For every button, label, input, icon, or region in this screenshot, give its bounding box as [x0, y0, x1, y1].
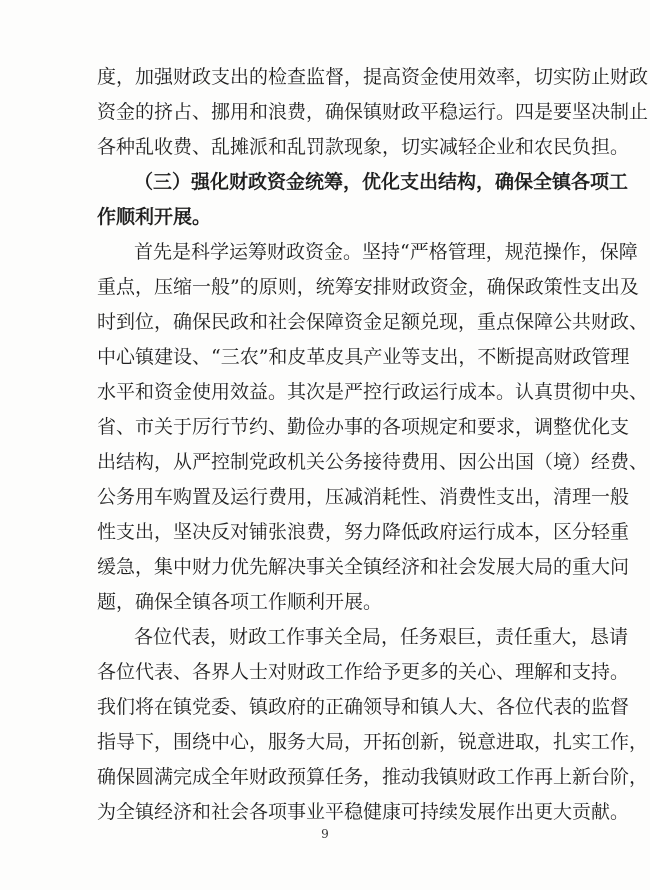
body-text-line: 我们将在镇党委、镇政府的正确领导和镇人大、各位代表的监督	[97, 696, 630, 718]
body-text-line: 各位代表、各界人士对财政工作给予更多的关心、理解和支持。	[97, 661, 630, 683]
body-text-line: 重点，压缩一般”的原则，统筹安排财政资金，确保政策性支出及	[97, 276, 639, 298]
body-text-line: 时到位，确保民政和社会保障资金足额兑现，重点保障公共财政、	[97, 311, 649, 333]
body-text-line: 缓急，集中财力优先解决事关全镇经济和社会发展大局的重大问	[97, 556, 630, 578]
body-text-line: 度，加强财政支出的检查监督，提高资金使用效率，切实防止财政	[97, 66, 649, 88]
body-text-line: 水平和资金使用效益。其次是严控行政运行成本。认真贯彻中央、	[97, 381, 649, 403]
body-text-line: 各种乱收费、乱摊派和乱罚款现象，切实减轻企业和农民负担。	[97, 136, 630, 158]
body-text-line: 中心镇建设、“三农”和皮革皮具产业等支出，不断提高财政管理	[97, 346, 630, 368]
page-number: 9	[321, 827, 329, 841]
paragraph-start: 各位代表，财政工作事关全局，任务艰巨，责任重大，恳请	[134, 626, 629, 648]
body-text-line: 性支出，坚决反对铺张浪费，努力降低政府运行成本，区分轻重	[97, 521, 630, 543]
section-heading-continued: 作顺利开展。	[97, 206, 212, 228]
body-text-line: 指导下，围绕中心，服务大局，开拓创新，锐意进取，扎实工作，	[97, 731, 649, 753]
body-text-line: 省、市关于厉行节约、勤俭办事的各项规定和要求，调整优化支	[97, 416, 630, 438]
body-text-line: 确保圆满完成全年财政预算任务，推动我镇财政工作再上新台阶，	[97, 766, 649, 788]
body-text-line: 题，确保全镇各项工作顺利开展。	[97, 591, 383, 613]
body-text-line: 为全镇经济和社会各项事业平稳健康可持续发展作出更大贡献。	[97, 801, 630, 823]
body-text-line: 公务用车购置及运行费用，压减消耗性、消费性支出，清理一般	[97, 486, 630, 508]
paragraph-start: 首先是科学运筹财政资金。坚持“严格管理，规范操作，保障	[134, 241, 638, 263]
section-heading: （三）强化财政资金统筹，优化支出结构，确保全镇各项工	[134, 171, 629, 193]
body-text-line: 出结构，从严控制党政机关公务接待费用、因公出国（境）经费、	[97, 451, 649, 473]
body-text-line: 资金的挤占、挪用和浪费，确保镇财政平稳运行。四是要坚决制止	[97, 101, 649, 123]
